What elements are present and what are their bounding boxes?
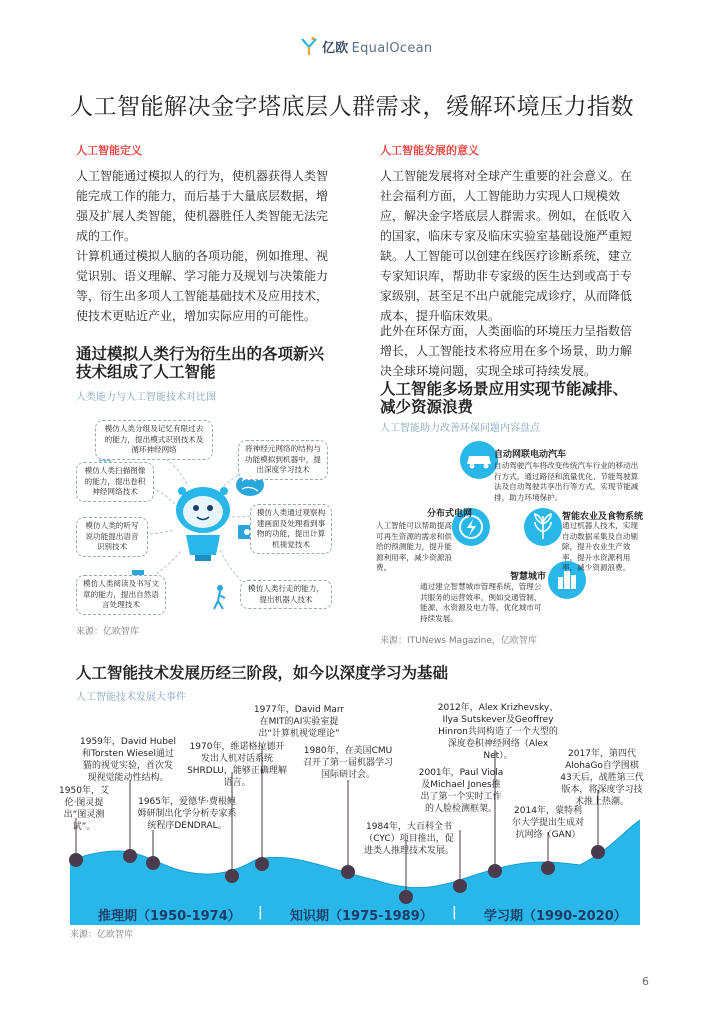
event-1980: 1980年，在美国CMU召开了第一届机器学习国际研讨会。	[302, 746, 393, 780]
agriculture-icon	[524, 508, 562, 546]
left-section-label: 人工智能定义	[76, 144, 142, 157]
event-1977: 1977年，David Marr在MIT的AI实验室提出“计算机视觉理论”	[253, 705, 345, 739]
stage-reasoning: 推理期（1950-1974）	[98, 909, 241, 924]
left-figure-heading: 通过模拟人类行为衍生出的各项新兴技术组成了人工智能	[76, 345, 325, 381]
right-para-1: 人工智能发展将对全球产生重要的社会意义。在社会福利方面，人工智能助力实现人口规模效应，解决金字塔底层人群需求。例如，在低收入的国家，临床专家及临床实验室基础设施严重短缺。人工智能可以创建在线医疗诊断系统，建立专家知识库，帮助非专家级的医生达到或高于专家级别，甚至足不出户就能完成诊疗，从而降低成本，提升临床效果。	[380, 169, 633, 323]
left-source: 来源：亿欧智库	[76, 627, 140, 637]
timeline-source: 来源：亿欧智库	[70, 930, 134, 940]
app-title-city: 智慧城市	[509, 572, 546, 582]
right-source: 来源：ITUNews Magazine，亿欧智库	[380, 636, 537, 646]
page-number: 6	[642, 975, 649, 988]
stage-knowledge: 知识期（1975-1989）	[290, 909, 433, 924]
timeline-heading: 人工智能技术发展历经三阶段，如今以深度学习为基础	[76, 664, 449, 682]
app-text-ev: 自动驾驶汽车将改变传统汽车行业的移动出行方式，通过路径和流量优化、节能驾驶算法及自动驾驶共享出行等方式，实现节能减排，助力环境保护。	[494, 461, 639, 502]
bubble-cnn: 模仿人类扫描图像的能力，提出卷积神经网络技术	[76, 462, 154, 502]
app-title-ev: 自动网联电动汽车	[494, 450, 567, 460]
ev-car-icon	[460, 441, 498, 479]
right-para-2: 此外在环保方面，人类面临的环境压力呈指数倍增长，人工智能技术将应用在多个场景，助力解决全球环境问题，实现全球可持续发展。	[380, 324, 633, 378]
bubble-computer-vision: 模仿人类通过观察构建画面及处理看到事物的功能，提出计算机视觉技术	[250, 504, 332, 554]
left-figure-subtitle: 人类能力与人工智能技术对比图	[76, 392, 216, 403]
app-text-city: 通过建立智慧城市管理系统，管理公共服务的运营效率，例如交通管制、能源、水资源及电力等，优化城市可持续发展。	[420, 582, 542, 623]
bubble-speech-recognition: 模仿人类的听写说功能提出语音识别技术	[76, 517, 148, 557]
left-para-1: 人工智能通过模拟人的行为，使机器获得人类智能完成工作的能力，而后基于大量底层数据，增强及扩展人类智能，使机器胜任人类智能无法完成的工作。	[76, 169, 329, 243]
event-1950: 1950年，艾伦·图灵提出“图灵测试”。	[59, 786, 109, 832]
event-1970: 1970年，维诺格拉德开发出人机对话系统SHRDLU，能够正确理解语言。	[187, 742, 287, 788]
event-2012: 2012年，Alex Krizhevsky、Ilya Sutskever及Geoffrey Hinron共同构造了一个大型的深度卷积神经网络（Alex Net）。	[437, 703, 559, 761]
timeline-subtitle: 人工智能技术发展大事件	[76, 692, 186, 703]
bubble-pattern-recognition: 模仿人类分组及记忆有限过去的能力，提出模式识别技术及循环神经网络	[95, 420, 213, 460]
event-1965: 1965年，爱德华·费根鲍姆研制出化学分析专家系统程序DENDRAL。	[137, 797, 237, 831]
logo-text: 亿欧 EqualOcean	[322, 40, 433, 56]
right-figure-subtitle: 人工智能助力改善环保问题内容盘点	[380, 423, 540, 434]
walking-figure-icon	[214, 585, 225, 609]
left-para-2: 计算机通过模拟人脑的各项功能，例如推理、视觉识别、语义理解、学习能力及规划与决策能力等，衍生出多项人工智能基础技术及应用技术，使技术更贴近产业，增加实际应用的可能性。	[76, 249, 329, 323]
app-text-agri: 通过机器人技术，实现自动数据采集及自动剔除，提升农业生产效率，提升水资源利用率，减少资源浪费。	[562, 521, 638, 572]
event-2001: 2001年，Paul Viola及Michael Jones推出了第一个实时工作的人脸检测框架。	[418, 768, 504, 814]
event-2017: 2017年，第四代AlohaGo自学围棋43天后，战胜第三代版本，将深度学习技术推上热潮。	[560, 749, 644, 807]
app-text-grid: 人工智能可以帮助提高可再生资源的需求和供给的预测能力，提升能源利用率，减少资源浪费。	[376, 521, 452, 572]
app-title-grid: 分布式电网	[426, 509, 472, 519]
logo-mark-icon	[300, 36, 318, 56]
stage-learning: 学习期（1990-2020）	[484, 909, 627, 924]
event-1984: 1984年，大百科全书（CYC）项目推出，促进类人推理技术发展。	[363, 822, 454, 856]
stage-separator-1: |	[258, 905, 263, 920]
event-1959: 1959年，David Hubel和Torsten Wiesel通过猫的视觉实验，首次发现视觉能动性结构。	[80, 737, 176, 783]
right-section-label: 人工智能发展的意义	[380, 144, 479, 157]
robot-icon	[176, 487, 230, 561]
bubble-nlp: 模仿人类阅读及书写文章的能力，提出自然语言处理技术	[76, 575, 166, 615]
right-figure-heading: 人工智能多场景应用实现节能减排、减少资源浪费	[380, 380, 629, 416]
bubble-deep-learning: 将神经元网络的结构与功能模拟到机器中，提出深度学习技术	[238, 440, 328, 480]
page-title: 人工智能解决金字塔底层人群需求，缓解环境压力指数	[70, 94, 634, 120]
stage-separator-2: |	[452, 905, 457, 920]
event-2014: 2014年，蒙特利尔大学提出生成对抗网络（GAN）	[511, 806, 584, 840]
bubble-robotics: 模仿人类行走的能力，提出机器人技术	[240, 580, 332, 609]
app-title-agri: 智能农业及食物系统	[562, 512, 644, 522]
brand-logo	[300, 36, 432, 56]
